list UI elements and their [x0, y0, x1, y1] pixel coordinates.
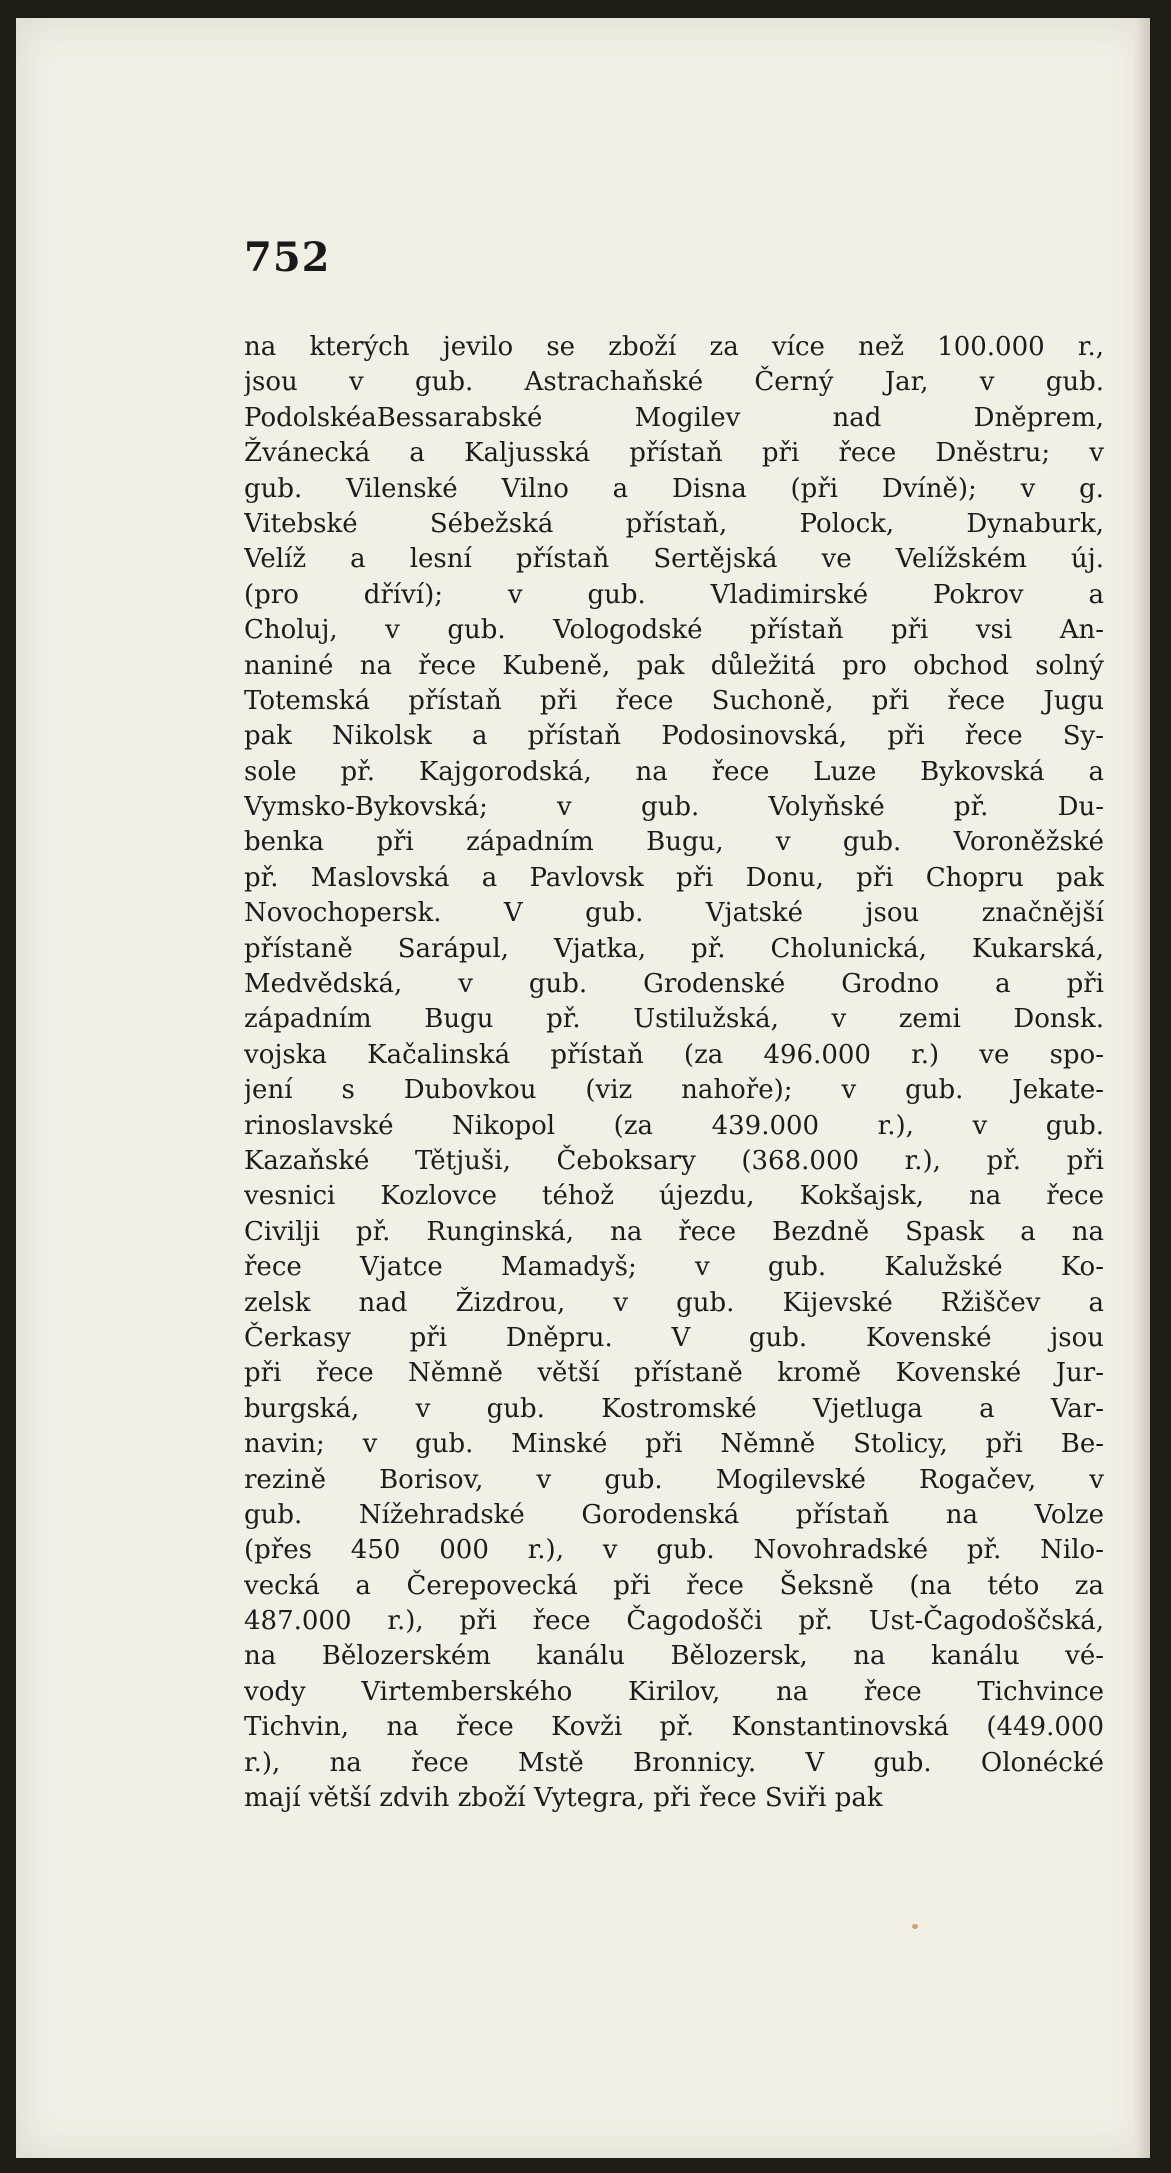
text-line: Civilji př. Runginská, na řece Bezdně Spask a na [244, 1216, 1104, 1247]
text-line: Vitebské Sébežská přístaň, Polock, Dynaburk, [244, 508, 1104, 539]
text-line: Tichvin, na řece Kovži př. Konstantinovská (449.000 [244, 1712, 1104, 1743]
text-line: PodolskéaBessarabské Mogilev nad Dněprem, [244, 402, 1104, 433]
text-line: pak Nikolsk a přístaň Podosinovská, při řece Sy- [244, 721, 1104, 752]
text-line: jení s Dubovkou (viz nahoře); v gub. Jekate- [244, 1075, 1104, 1106]
text-line: navin; v gub. Minské při Němně Stolicy, při Be- [244, 1429, 1104, 1460]
text-line: Choluj, v gub. Vologodské přístaň při vsi An- [244, 615, 1104, 646]
text-line: sole př. Kajgorodská, na řece Luze Bykovská a [244, 756, 1104, 787]
text-line: přístaně Sarápul, Vjatka, př. Cholunická, Kukarská, [244, 933, 1104, 964]
text-line: rezině Borisov, v gub. Mogilevské Rogačev, v [244, 1464, 1104, 1495]
text-line: vesnici Kozlovce téhož újezdu, Kokšajsk, na řece [244, 1181, 1104, 1212]
text-line: př. Maslovská a Pavlovsk při Donu, při Chopru pak [244, 862, 1104, 893]
text-line: Žvánecká a Kaljusská přístaň při řece Dněstru; v [244, 438, 1104, 469]
text-line: Čerkasy při Dněpru. V gub. Kovenské jsou [244, 1322, 1104, 1353]
text-line: při řece Němně větší přístaně kromě Kovenské Jur- [244, 1358, 1104, 1389]
text-line: Medvědská, v gub. Grodenské Grodno a při [244, 969, 1104, 1000]
text-line: naniné na řece Kubeně, pak důležitá pro obchod solný [244, 650, 1104, 681]
text-line: gub. Nížehradské Gorodenská přístaň na Volze [244, 1499, 1104, 1530]
text-line: Totemská přístaň při řece Suchoně, při řece Jugu [244, 685, 1104, 716]
page-number: 752 [244, 234, 331, 281]
text-line: (přes 450 000 r.), v gub. Novohradské př. Nilo- [244, 1535, 1104, 1566]
text-line: vojska Kačalinská přístaň (za 496.000 r.) ve spo- [244, 1039, 1104, 1070]
text-line: Kazaňské Tětjuši, Čeboksary (368.000 r.), př. při [244, 1145, 1104, 1176]
text-line: rinoslavské Nikopol (za 439.000 r.), v gub. [244, 1110, 1104, 1141]
paper-speck [912, 1924, 918, 1929]
book-page [16, 18, 1150, 2158]
text-line: Velíž a lesní přístaň Sertějská ve Velížském új. [244, 544, 1104, 575]
text-line: západním Bugu př. Ustilužská, v zemi Donsk. [244, 1004, 1104, 1035]
text-line: mají větší zdvih zboží Vytegra, při řece Sviři pak [244, 1783, 883, 1814]
text-line: Vymsko-Bykovská; v gub. Volyňské př. Du- [244, 792, 1104, 823]
text-line: benka při západním Bugu, v gub. Voroněžské [244, 827, 1104, 858]
text-line: r.), na řece Mstě Bronnicy. V gub. Olonécké [244, 1747, 1104, 1778]
text-line: burgská, v gub. Kostromské Vjetluga a Var- [244, 1393, 1104, 1424]
text-line: gub. Vilenské Vilno a Disna (při Dvíně); v g. [244, 473, 1104, 504]
text-line: 487.000 r.), při řece Čagodošči př. Ust-Čagodoščská, [244, 1606, 1104, 1637]
text-line: řece Vjatce Mamadyš; v gub. Kalužské Ko- [244, 1252, 1104, 1283]
text-line: na Bělozerském kanálu Bělozersk, na kanálu vé- [244, 1641, 1104, 1672]
text-line: vody Virtemberského Kirilov, na řece Tichvince [244, 1676, 1104, 1707]
page-edge [1134, 18, 1150, 2158]
text-line: na kterých jevilo se zboží za více než 100.000 r., [244, 332, 1104, 362]
text-line: (pro dříví); v gub. Vladimirské Pokrov a [244, 579, 1104, 610]
text-line: Novochopersk. V gub. Vjatské jsou značnější [244, 898, 1104, 929]
body-text [244, 330, 1104, 1816]
text-line: zelsk nad Žizdrou, v gub. Kijevské Ržiščev a [244, 1287, 1104, 1318]
text-line: vecká a Čerepovecká při řece Šeksně (na této za [244, 1570, 1104, 1601]
text-line: jsou v gub. Astrachaňské Černý Jar, v gub. [244, 367, 1104, 398]
